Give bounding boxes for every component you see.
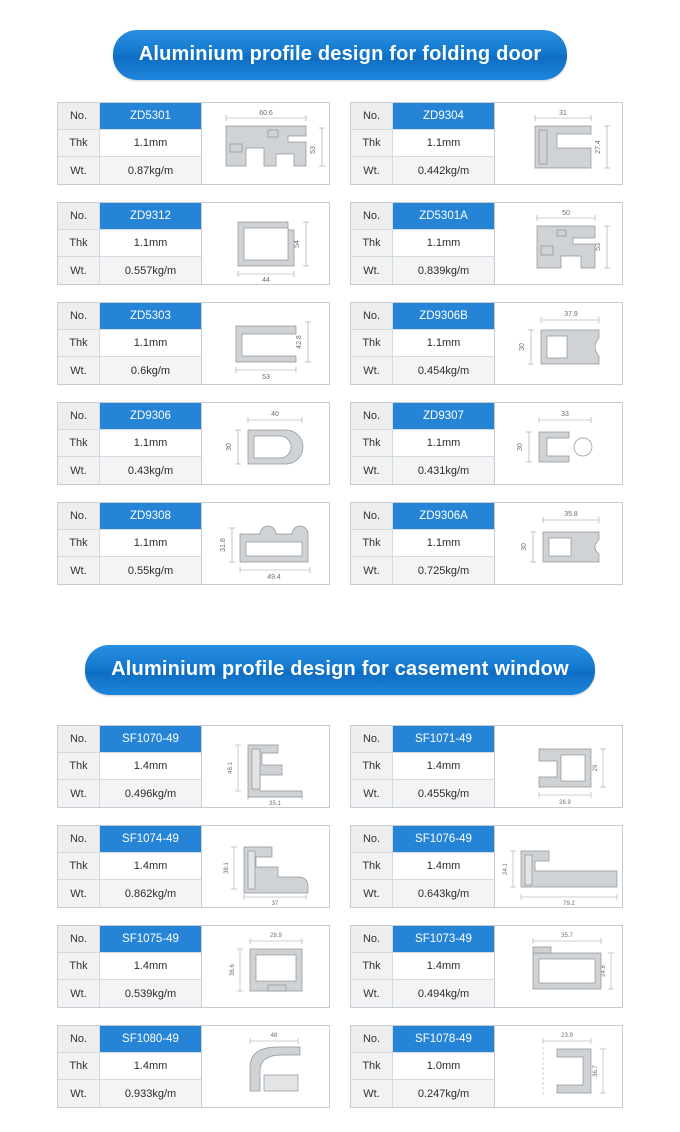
- dim-bottom: 26.9: [559, 799, 571, 806]
- spec-label-wt: Wt.: [351, 1080, 393, 1107]
- dim-top: 35.8: [564, 510, 578, 518]
- profile-drawing: [495, 503, 623, 584]
- spec-value-no: SF1071-49: [393, 726, 494, 752]
- spec-value-wt: 0.557kg/m: [100, 257, 201, 284]
- spec-label-thk: Thk: [351, 953, 393, 979]
- profile-drawing: [495, 1026, 623, 1107]
- spec-table: [351, 403, 495, 484]
- spec-label-wt: Wt.: [351, 880, 393, 907]
- spec-row-no: [58, 1026, 201, 1053]
- spec-row-thk: [351, 430, 494, 457]
- profile-card[interactable]: [350, 925, 623, 1008]
- profile-card[interactable]: [57, 502, 330, 585]
- spec-value-thk: 1.1mm: [100, 430, 201, 456]
- spec-label-thk: Thk: [351, 430, 393, 456]
- dim-left: 30: [226, 442, 233, 451]
- spec-label-thk: Thk: [58, 753, 100, 779]
- spec-value-no: SF1075-49: [100, 926, 201, 952]
- spec-table: [351, 726, 495, 807]
- spec-value-wt: 0.725kg/m: [393, 557, 494, 584]
- profile-card[interactable]: [57, 302, 330, 385]
- spec-label-no: No.: [58, 303, 100, 329]
- spec-label-no: No.: [58, 826, 100, 852]
- spec-row-wt: [351, 557, 494, 584]
- spec-value-wt: 0.862kg/m: [100, 880, 201, 907]
- dim-left: 30: [521, 542, 528, 551]
- dim-top: 37.9: [564, 310, 578, 318]
- spec-label-wt: Wt.: [351, 980, 393, 1007]
- dim-left: 38.1: [224, 861, 230, 874]
- spec-label-thk: Thk: [58, 130, 100, 156]
- spec-row-wt: [351, 457, 494, 484]
- spec-value-no: SF1078-49: [393, 1026, 494, 1052]
- spec-value-no: ZD9306B: [393, 303, 494, 329]
- spec-label-wt: Wt.: [58, 780, 100, 807]
- profile-drawing: [495, 403, 623, 484]
- profile-drawing: [202, 403, 330, 484]
- profile-card[interactable]: [350, 502, 623, 585]
- dim-right: 53: [310, 145, 317, 154]
- spec-table: [58, 826, 202, 907]
- spec-row-thk: [58, 430, 201, 457]
- spacer-a2: [0, 695, 680, 725]
- dim-left: 36.6: [230, 963, 236, 976]
- spec-table: [351, 926, 495, 1007]
- spec-value-thk: 1.0mm: [393, 1053, 494, 1079]
- spec-label-no: No.: [351, 303, 393, 329]
- spec-table: [58, 1026, 202, 1107]
- spec-row-thk: [351, 530, 494, 557]
- spec-value-no: ZD9304: [393, 103, 494, 129]
- spec-label-no: No.: [58, 403, 100, 429]
- spec-value-wt: 0.55kg/m: [100, 557, 201, 584]
- spec-value-wt: 0.539kg/m: [100, 980, 201, 1007]
- spec-value-wt: 0.933kg/m: [100, 1080, 201, 1107]
- dim-top: 28.9: [270, 932, 282, 939]
- dim-right: 36.7: [593, 1064, 599, 1077]
- spec-table: [58, 503, 202, 584]
- spec-label-wt: Wt.: [58, 557, 100, 584]
- spec-row-wt: [351, 780, 494, 807]
- spec-label-thk: Thk: [58, 853, 100, 879]
- spec-value-thk: 1.1mm: [393, 130, 494, 156]
- spec-row-no: [58, 503, 201, 530]
- dim-bottom: 44: [262, 276, 270, 284]
- spec-label-thk: Thk: [351, 530, 393, 556]
- spec-row-wt: [58, 357, 201, 384]
- spec-row-wt: [58, 557, 201, 584]
- spec-value-thk: 1.1mm: [393, 530, 494, 556]
- spec-table: [351, 103, 495, 184]
- spec-label-wt: Wt.: [58, 257, 100, 284]
- section-banner-casement-window: [0, 645, 680, 695]
- profile-card[interactable]: [57, 102, 330, 185]
- spec-row-wt: [351, 980, 494, 1007]
- dim-bottom: 35.1: [269, 800, 281, 807]
- dim-left: 31.8: [220, 537, 227, 552]
- profile-card[interactable]: [350, 1025, 623, 1108]
- spec-value-no: SF1073-49: [393, 926, 494, 952]
- spec-label-wt: Wt.: [351, 357, 393, 384]
- spec-value-no: SF1074-49: [100, 826, 201, 852]
- spec-label-no: No.: [351, 1026, 393, 1052]
- spec-row-no: [351, 1026, 494, 1053]
- spec-row-thk: [58, 753, 201, 780]
- profile-card[interactable]: [350, 402, 623, 485]
- spec-label-thk: Thk: [58, 230, 100, 256]
- profile-card[interactable]: [350, 825, 623, 908]
- spec-label-no: No.: [351, 103, 393, 129]
- spec-row-thk: [58, 230, 201, 257]
- spec-row-thk: [351, 230, 494, 257]
- spec-value-no: ZD9312: [100, 203, 201, 229]
- spec-label-thk: Thk: [58, 1053, 100, 1079]
- spec-row-no: [58, 726, 201, 753]
- spec-label-no: No.: [58, 203, 100, 229]
- spec-label-wt: Wt.: [58, 457, 100, 484]
- spec-label-thk: Thk: [351, 230, 393, 256]
- dim-left: 30: [519, 342, 526, 351]
- spec-value-no: ZD5303: [100, 303, 201, 329]
- spec-value-wt: 0.442kg/m: [393, 157, 494, 184]
- spec-label-wt: Wt.: [351, 157, 393, 184]
- dim-top: 60.6: [259, 109, 273, 117]
- spec-value-wt: 0.6kg/m: [100, 357, 201, 384]
- profile-drawing: [495, 203, 623, 284]
- spec-label-thk: Thk: [351, 330, 393, 356]
- spec-value-thk: 1.1mm: [393, 330, 494, 356]
- dim-right: 42.8: [296, 334, 303, 349]
- dim-top: 48: [270, 1032, 278, 1039]
- spec-row-wt: [58, 780, 201, 807]
- spec-row-no: [351, 103, 494, 130]
- dim-top: 50: [562, 209, 570, 217]
- spec-label-thk: Thk: [351, 753, 393, 779]
- spec-table: [58, 726, 202, 807]
- spec-label-thk: Thk: [351, 1053, 393, 1079]
- dim-left: 24.1: [503, 862, 509, 875]
- spec-label-wt: Wt.: [58, 980, 100, 1007]
- spec-label-wt: Wt.: [351, 780, 393, 807]
- spec-label-wt: Wt.: [351, 457, 393, 484]
- dim-left: 30: [517, 442, 524, 451]
- spec-row-no: [58, 926, 201, 953]
- spec-label-no: No.: [58, 726, 100, 752]
- dim-right: 29: [593, 764, 599, 771]
- spec-label-no: No.: [58, 503, 100, 529]
- spec-row-no: [351, 503, 494, 530]
- profile-drawing: [202, 726, 330, 807]
- spec-label-no: No.: [58, 1026, 100, 1052]
- spec-row-wt: [58, 980, 201, 1007]
- spec-row-no: [58, 403, 201, 430]
- spec-value-thk: 1.4mm: [100, 953, 201, 979]
- spec-value-no: ZD9306: [100, 403, 201, 429]
- spacer-between-sections: [0, 585, 680, 645]
- spec-value-thk: 1.4mm: [393, 953, 494, 979]
- profile-card[interactable]: [350, 725, 623, 808]
- banner-title-casement-window: Aluminium profile design for casement window: [85, 645, 595, 695]
- spec-value-no: ZD5301A: [393, 203, 494, 229]
- spec-row-thk: [58, 953, 201, 980]
- spec-row-no: [351, 303, 494, 330]
- spec-label-thk: Thk: [58, 530, 100, 556]
- spec-value-wt: 0.454kg/m: [393, 357, 494, 384]
- spec-value-wt: 0.87kg/m: [100, 157, 201, 184]
- profile-drawing: [495, 826, 623, 907]
- spec-label-no: No.: [58, 103, 100, 129]
- spec-label-wt: Wt.: [58, 1080, 100, 1107]
- spec-value-thk: 1.4mm: [393, 853, 494, 879]
- spec-label-thk: Thk: [58, 330, 100, 356]
- spec-value-thk: 1.1mm: [393, 230, 494, 256]
- spec-row-thk: [58, 530, 201, 557]
- spec-value-no: SF1070-49: [100, 726, 201, 752]
- spec-label-thk: Thk: [351, 130, 393, 156]
- profile-grid-casement-window: [0, 725, 680, 1108]
- profile-drawing: [495, 303, 623, 384]
- dim-top: 35.7: [561, 932, 573, 939]
- spec-label-no: No.: [351, 503, 393, 529]
- profile-drawing: [202, 1026, 330, 1107]
- spec-value-wt: 0.494kg/m: [393, 980, 494, 1007]
- spec-table: [58, 103, 202, 184]
- spec-value-thk: 1.4mm: [100, 1053, 201, 1079]
- profile-card[interactable]: [350, 202, 623, 285]
- spec-row-wt: [58, 457, 201, 484]
- spacer-bottom: [0, 1108, 680, 1132]
- spec-row-wt: [351, 157, 494, 184]
- spec-label-no: No.: [58, 926, 100, 952]
- spec-value-no: SF1076-49: [393, 826, 494, 852]
- spec-label-wt: Wt.: [351, 557, 393, 584]
- spec-label-wt: Wt.: [351, 257, 393, 284]
- spec-row-no: [58, 303, 201, 330]
- spec-table: [351, 1026, 495, 1107]
- profile-card[interactable]: [57, 825, 330, 908]
- spec-row-thk: [58, 130, 201, 157]
- profile-drawing: [202, 926, 330, 1007]
- profile-drawing: [202, 103, 330, 184]
- spec-value-no: SF1080-49: [100, 1026, 201, 1052]
- spec-label-no: No.: [351, 403, 393, 429]
- section-banner-folding-door: [0, 30, 680, 80]
- dim-left: 48.1: [228, 761, 234, 774]
- profile-card[interactable]: [57, 925, 330, 1008]
- spec-row-no: [351, 203, 494, 230]
- spec-value-wt: 0.43kg/m: [100, 457, 201, 484]
- spec-row-wt: [58, 157, 201, 184]
- spec-row-thk: [351, 330, 494, 357]
- spec-value-thk: 1.4mm: [100, 753, 201, 779]
- spec-value-wt: 0.496kg/m: [100, 780, 201, 807]
- spec-row-thk: [351, 853, 494, 880]
- dim-bottom: 49.4: [267, 573, 281, 581]
- spec-row-wt: [58, 1080, 201, 1107]
- dim-right: 53: [595, 242, 602, 251]
- spec-table: [351, 203, 495, 284]
- profile-drawing: [202, 203, 330, 284]
- spec-value-thk: 1.4mm: [100, 853, 201, 879]
- dim-right: 54: [294, 239, 301, 248]
- spec-table: [351, 826, 495, 907]
- spec-label-no: No.: [351, 203, 393, 229]
- profile-drawing: [202, 503, 330, 584]
- dim-bottom: 79.2: [563, 900, 575, 907]
- spec-value-no: ZD5301: [100, 103, 201, 129]
- spec-value-wt: 0.431kg/m: [393, 457, 494, 484]
- spec-row-no: [58, 203, 201, 230]
- profile-drawing: [495, 103, 623, 184]
- dim-top: 33: [561, 410, 569, 418]
- spec-value-wt: 0.643kg/m: [393, 880, 494, 907]
- banner-title-folding-door: Aluminium profile design for folding door: [113, 30, 568, 80]
- spec-row-thk: [58, 330, 201, 357]
- spec-label-wt: Wt.: [58, 157, 100, 184]
- spec-table: [58, 926, 202, 1007]
- spec-label-wt: Wt.: [58, 880, 100, 907]
- spec-row-wt: [58, 880, 201, 907]
- spec-value-wt: 0.247kg/m: [393, 1080, 494, 1107]
- profile-drawing: [495, 726, 623, 807]
- dim-top: 23.9: [561, 1032, 573, 1039]
- spec-label-thk: Thk: [351, 853, 393, 879]
- spec-label-no: No.: [351, 926, 393, 952]
- spec-table: [351, 303, 495, 384]
- spec-row-no: [351, 403, 494, 430]
- spec-table: [58, 303, 202, 384]
- profile-drawing: [202, 826, 330, 907]
- spec-row-no: [351, 826, 494, 853]
- dim-right: 27.4: [595, 139, 602, 154]
- spec-row-thk: [351, 953, 494, 980]
- spec-row-wt: [351, 880, 494, 907]
- spec-value-thk: 1.1mm: [393, 430, 494, 456]
- spec-row-wt: [351, 257, 494, 284]
- spec-label-thk: Thk: [58, 953, 100, 979]
- spec-label-no: No.: [351, 726, 393, 752]
- spec-label-thk: Thk: [58, 430, 100, 456]
- profile-card[interactable]: [350, 302, 623, 385]
- spacer-top: [0, 0, 680, 30]
- spec-row-thk: [351, 130, 494, 157]
- spacer-a1: [0, 80, 680, 102]
- profile-card[interactable]: [57, 725, 330, 808]
- spec-value-wt: 0.839kg/m: [393, 257, 494, 284]
- profile-grid-folding-door: [0, 102, 680, 585]
- spec-row-no: [58, 103, 201, 130]
- dim-right: 24.8: [601, 964, 607, 977]
- spec-label-no: No.: [351, 826, 393, 852]
- profile-card[interactable]: [350, 102, 623, 185]
- spec-row-thk: [58, 1053, 201, 1080]
- spec-value-wt: 0.455kg/m: [393, 780, 494, 807]
- profile-card[interactable]: [57, 402, 330, 485]
- spec-value-thk: 1.1mm: [100, 130, 201, 156]
- spec-value-thk: 1.1mm: [100, 530, 201, 556]
- spec-label-wt: Wt.: [58, 357, 100, 384]
- dim-bottom: 53: [262, 373, 270, 381]
- profile-card[interactable]: [57, 202, 330, 285]
- spec-table: [351, 503, 495, 584]
- spec-value-thk: 1.1mm: [100, 230, 201, 256]
- spec-value-no: ZD9306A: [393, 503, 494, 529]
- spec-value-no: ZD9308: [100, 503, 201, 529]
- spec-value-thk: 1.4mm: [393, 753, 494, 779]
- spec-table: [58, 203, 202, 284]
- profile-drawing: [202, 303, 330, 384]
- spec-row-thk: [351, 1053, 494, 1080]
- spec-row-wt: [351, 357, 494, 384]
- dim-top: 40: [271, 410, 279, 418]
- spec-row-no: [351, 726, 494, 753]
- spec-value-thk: 1.1mm: [100, 330, 201, 356]
- spec-row-no: [58, 826, 201, 853]
- spec-row-wt: [351, 1080, 494, 1107]
- profile-drawing: [495, 926, 623, 1007]
- spec-value-no: ZD9307: [393, 403, 494, 429]
- dim-bottom: 37: [271, 900, 279, 907]
- spec-table: [58, 403, 202, 484]
- spec-row-thk: [351, 753, 494, 780]
- spec-row-thk: [58, 853, 201, 880]
- spec-row-wt: [58, 257, 201, 284]
- profile-card[interactable]: [57, 1025, 330, 1108]
- spec-row-no: [351, 926, 494, 953]
- dim-top: 31: [559, 109, 567, 117]
